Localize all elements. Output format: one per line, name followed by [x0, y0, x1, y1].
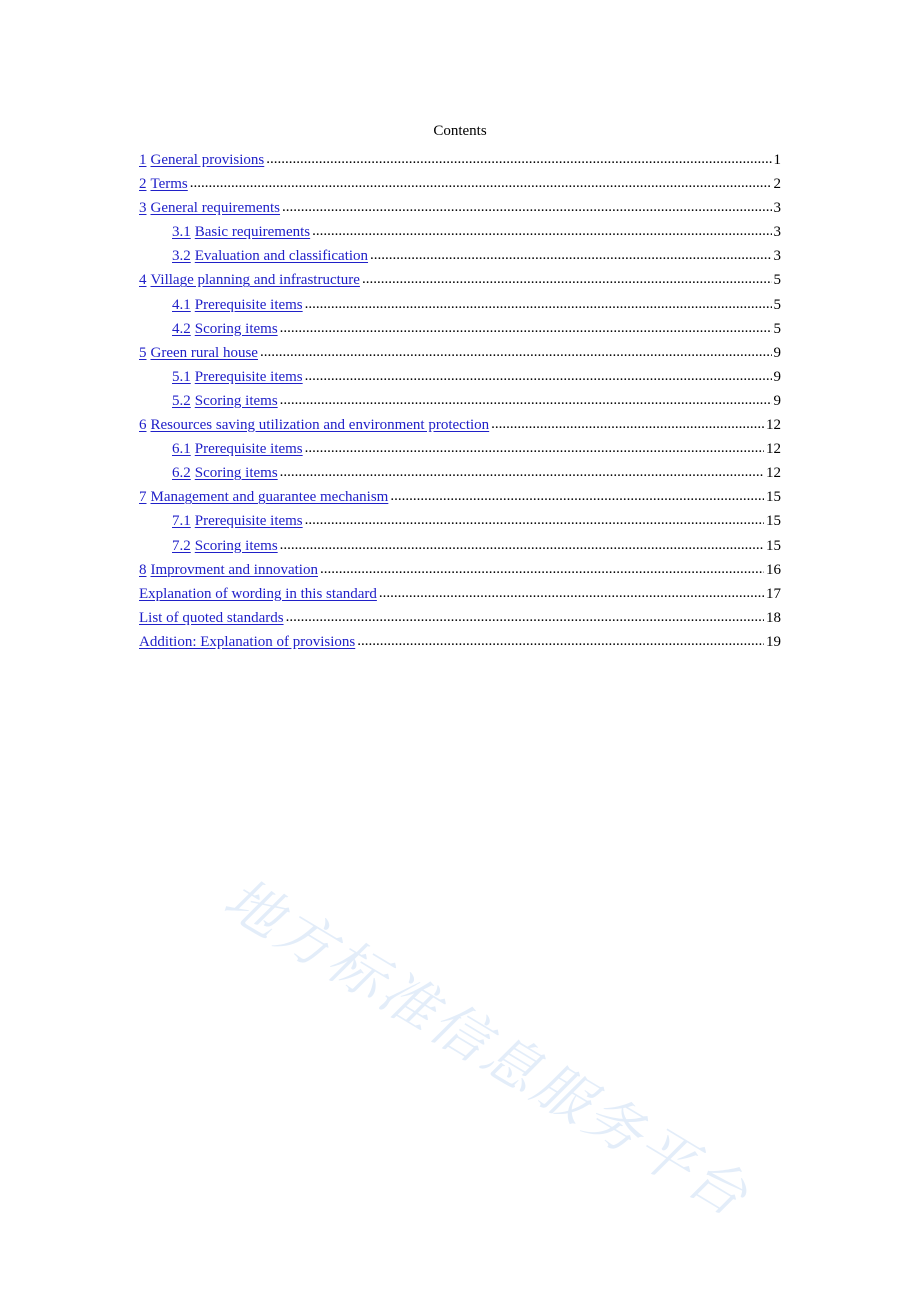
toc-entry-number[interactable]: 6.2 — [172, 465, 191, 482]
toc-entry-number[interactable]: 6.1 — [172, 441, 191, 458]
toc-leader-dots — [370, 245, 771, 265]
toc-leader-dots — [312, 221, 771, 241]
toc-page-number: 9 — [773, 392, 781, 409]
toc-leader-dots — [305, 366, 772, 386]
toc-entry-link[interactable]: Scoring items — [194, 320, 278, 337]
toc-entry-link[interactable]: Scoring items — [194, 392, 278, 409]
toc-leader-dots — [282, 197, 771, 217]
toc-leader-dots — [280, 318, 772, 338]
toc-entry-link[interactable]: Resources saving utilization and environment protection — [150, 417, 490, 434]
toc-page-number: 17 — [766, 585, 781, 602]
toc-entry[interactable] — [139, 439, 781, 463]
toc-page-number: 12 — [766, 417, 781, 434]
toc-entry-number[interactable]: 5.1 — [172, 368, 191, 385]
toc-entry-link[interactable]: Evaluation and classification — [194, 248, 369, 265]
toc-entry[interactable] — [139, 391, 781, 415]
toc-entry-link[interactable]: Prerequisite items — [194, 513, 303, 530]
toc-entry-number[interactable]: 6 — [139, 417, 147, 434]
toc-leader-dots — [491, 414, 764, 434]
toc-page-number: 3 — [773, 200, 781, 217]
toc-entry-number[interactable]: 2 — [139, 176, 147, 193]
toc-entry-number[interactable]: 4.1 — [172, 296, 191, 313]
toc-page-number: 19 — [766, 633, 781, 650]
toc-page-number: 12 — [766, 465, 781, 482]
toc-leader-dots — [305, 294, 772, 314]
toc-leader-dots — [379, 583, 764, 603]
toc-leader-dots — [280, 535, 764, 555]
toc-leader-dots — [266, 149, 771, 169]
toc-entry-number[interactable]: 3.1 — [172, 224, 191, 241]
toc-entry-link[interactable]: Village planning and infrastructure — [150, 272, 360, 289]
toc-page-number: 3 — [773, 224, 781, 241]
toc-leader-dots — [305, 438, 764, 458]
toc-entry[interactable] — [139, 560, 781, 584]
toc-leader-dots — [190, 173, 772, 193]
toc-entry-link[interactable]: Improvment and innovation — [150, 561, 318, 578]
toc-page-number: 9 — [773, 368, 781, 385]
toc-entry-number[interactable]: 4.2 — [172, 320, 191, 337]
toc-entry[interactable] — [139, 536, 781, 560]
toc-entry-number[interactable]: 4 — [139, 272, 147, 289]
toc-entry-link[interactable]: Prerequisite items — [194, 441, 303, 458]
toc-entry[interactable] — [139, 270, 781, 294]
toc-leader-dots — [362, 269, 772, 289]
toc-entry-link[interactable]: Scoring items — [194, 465, 278, 482]
toc-page-number: 5 — [773, 296, 781, 313]
toc-entry-number[interactable]: 5.2 — [172, 392, 191, 409]
toc-page-number: 3 — [773, 248, 781, 265]
toc-entry-number[interactable]: 7 — [139, 489, 147, 506]
toc-entry-link[interactable]: Scoring items — [194, 537, 278, 554]
toc-entry[interactable] — [139, 198, 781, 222]
watermark-text: 地方标准信息服务平台 — [212, 865, 761, 1231]
toc-leader-dots — [320, 559, 764, 579]
toc-entry-number[interactable]: 7.1 — [172, 513, 191, 530]
toc-entry-link[interactable]: List of quoted standards — [139, 609, 284, 626]
toc-page-number: 16 — [766, 561, 781, 578]
toc-leader-dots — [280, 462, 764, 482]
toc-leader-dots — [280, 390, 772, 410]
toc-leader-dots — [305, 510, 764, 530]
toc-entry[interactable] — [139, 608, 781, 632]
toc-entry-number[interactable]: 3 — [139, 200, 147, 217]
toc-entry-number[interactable]: 1 — [139, 152, 147, 168]
toc-entry[interactable] — [139, 632, 781, 656]
table-of-contents — [139, 150, 781, 656]
toc-entry-number[interactable]: 3.2 — [172, 248, 191, 265]
toc-entry[interactable] — [139, 295, 781, 319]
toc-entry[interactable] — [139, 463, 781, 487]
toc-entry-link[interactable]: General requirements — [150, 200, 281, 217]
toc-entry[interactable] — [139, 150, 781, 174]
toc-leader-dots — [357, 631, 764, 651]
toc-page-number: 12 — [766, 441, 781, 458]
toc-page-number: 15 — [766, 513, 781, 530]
toc-page-number: 5 — [773, 320, 781, 337]
toc-entry-link[interactable]: Basic requirements — [194, 224, 311, 241]
toc-entry-link[interactable]: Addition: Explanation of provisions — [139, 633, 356, 650]
toc-page-number: 18 — [766, 609, 781, 626]
toc-entry[interactable] — [139, 174, 781, 198]
toc-entry[interactable] — [139, 343, 781, 367]
toc-page-number: 9 — [773, 344, 781, 361]
toc-entry[interactable] — [139, 487, 781, 511]
toc-page-number: 15 — [766, 537, 781, 554]
toc-entry-number[interactable]: 7.2 — [172, 537, 191, 554]
page-title: Contents — [433, 123, 487, 139]
toc-entry-link[interactable]: Explanation of wording in this standard — [139, 585, 377, 602]
toc-entry[interactable] — [139, 584, 781, 608]
toc-entry[interactable] — [139, 511, 781, 535]
toc-entry[interactable] — [139, 246, 781, 270]
toc-leader-dots — [260, 342, 772, 362]
toc-entry[interactable] — [139, 415, 781, 439]
toc-entry-link[interactable]: Prerequisite items — [194, 368, 303, 385]
toc-entry-link[interactable]: Prerequisite items — [194, 296, 303, 313]
toc-leader-dots — [390, 486, 764, 506]
toc-page-number: 15 — [766, 489, 781, 506]
toc-leader-dots — [286, 607, 764, 627]
toc-page-number: 2 — [773, 176, 781, 193]
toc-entry[interactable] — [139, 222, 781, 246]
toc-entry-number[interactable]: 8 — [139, 561, 147, 578]
toc-entry-number[interactable]: 5 — [139, 344, 147, 361]
toc-entry-link[interactable]: Management and guarantee mechanism — [150, 489, 389, 506]
toc-entry[interactable] — [139, 367, 781, 391]
toc-entry-link[interactable]: Green rural house — [150, 344, 258, 361]
toc-entry[interactable] — [139, 319, 781, 343]
toc-entry-link[interactable]: General provisions — [150, 152, 265, 168]
toc-entry-link[interactable]: Terms — [150, 176, 188, 193]
toc-page-number: 5 — [773, 272, 781, 289]
toc-page-number: 1 — [773, 152, 781, 168]
